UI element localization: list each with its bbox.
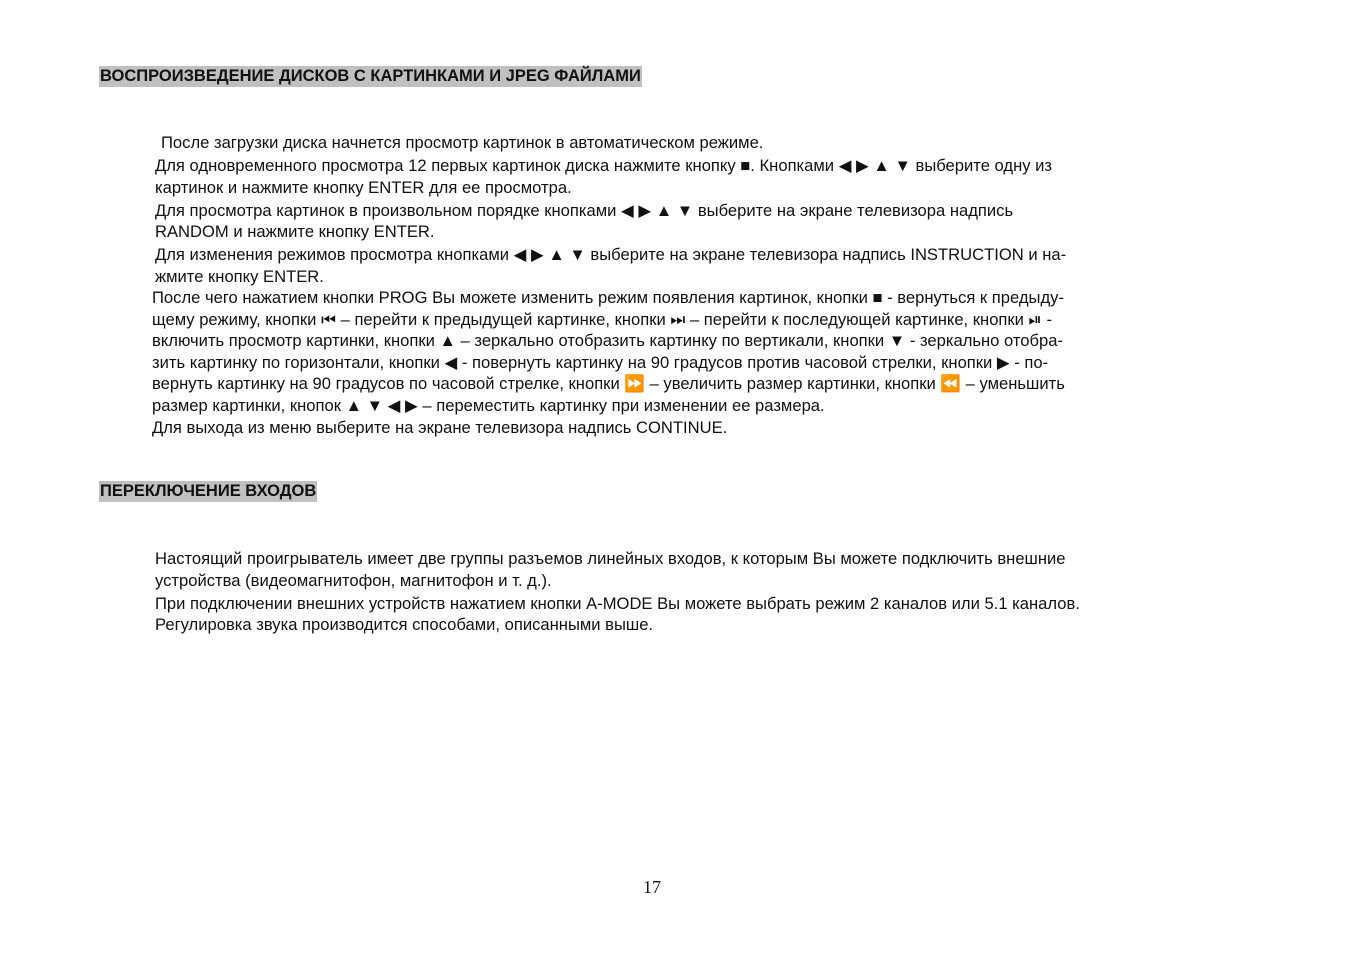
text-line: Для одновременного просмотра 12 первых картинок диска нажмите кнопку ■. Кнопками ◀ ▶ ▲ ▼ выберите одну из (155, 156, 1053, 175)
text-line: устройства (видеомагнитофон, магнитофон и т. д.). (155, 570, 552, 590)
section-heading-jpeg-playback: ВОСПРОИЗВЕДЕНИЕ ДИСКОВ С КАРТИНКАМИ И JPEG ФАЙЛАМИ (100, 67, 641, 85)
text-line: Регулировка звука производится способами, описанными выше. (155, 615, 654, 635)
paragraph-intro (161, 132, 763, 154)
text-line: включить просмотр картинки, кнопки ▲ – зеркально отобразить картинку по вертикали, кнопки ▼ - зеркально отобра- (152, 331, 1064, 351)
text-line: Для выхода из меню выберите на экране телевизора надпись CONTINUE. (152, 417, 728, 437)
page-number: 17 (643, 877, 661, 897)
text-line: щему режиму, кнопки ⏮ – перейти к предыдущей картинке, кнопки ⏭ – перейти к последующей картинке, кнопки ⏯ - (152, 309, 1052, 329)
text-line: размер картинки, кнопок ▲ ▼ ◀ ▶ – переместить картинку при изменении ее размера. (152, 395, 825, 415)
paragraph-instructions (155, 155, 1066, 288)
paragraph-controls (152, 287, 1065, 438)
text-line: После чего нажатием кнопки PROG Вы можете изменить режим появления картинок, кнопки ■ - вернуться к предыду- (152, 288, 1064, 307)
text-line: При подключении внешних устройств нажатием кнопки A-MODE Вы можете выбрать режим 2 каналов или 5.1 каналов. (155, 593, 1080, 613)
text-line: Для изменения режимов просмотра кнопками ◀ ▶ ▲ ▼ выберите на экране телевизора надпись INSTRUCTION и на- (155, 245, 1067, 265)
text-line: Для просмотра картинок в произвольном порядке кнопками ◀ ▶ ▲ ▼ выберите на экране телевизора надпись (155, 200, 1014, 220)
paragraph-inputs (155, 548, 1080, 636)
text-line: жмите кнопку ENTER. (155, 266, 324, 286)
text-line: вернуть картинку на 90 градусов по часовой стрелке, кнопки ⏩ – увеличить размер картинки, кнопки ⏪ – уменьшить (152, 374, 1065, 394)
text-line: Настоящий проигрыватель имеет две группы разъемов линейных входов, к которым Вы можете подключить внешние (155, 549, 1066, 568)
section-heading-input-switching: ПЕРЕКЛЮЧЕНИЕ ВХОДОВ (100, 482, 317, 500)
text-line: картинок и нажмите кнопку ENTER для ее просмотра. (155, 177, 572, 197)
text-line: RANDOM и нажмите кнопку ENTER. (155, 222, 435, 242)
text-line: зить картинку по горизонтали, кнопки ◀ - повернуть картинку на 90 градусов против часовой стрелки, кнопки ▶ - по- (152, 352, 1049, 372)
text-line: После загрузки диска начнется просмотр картинок в автоматическом режиме. (161, 133, 764, 152)
